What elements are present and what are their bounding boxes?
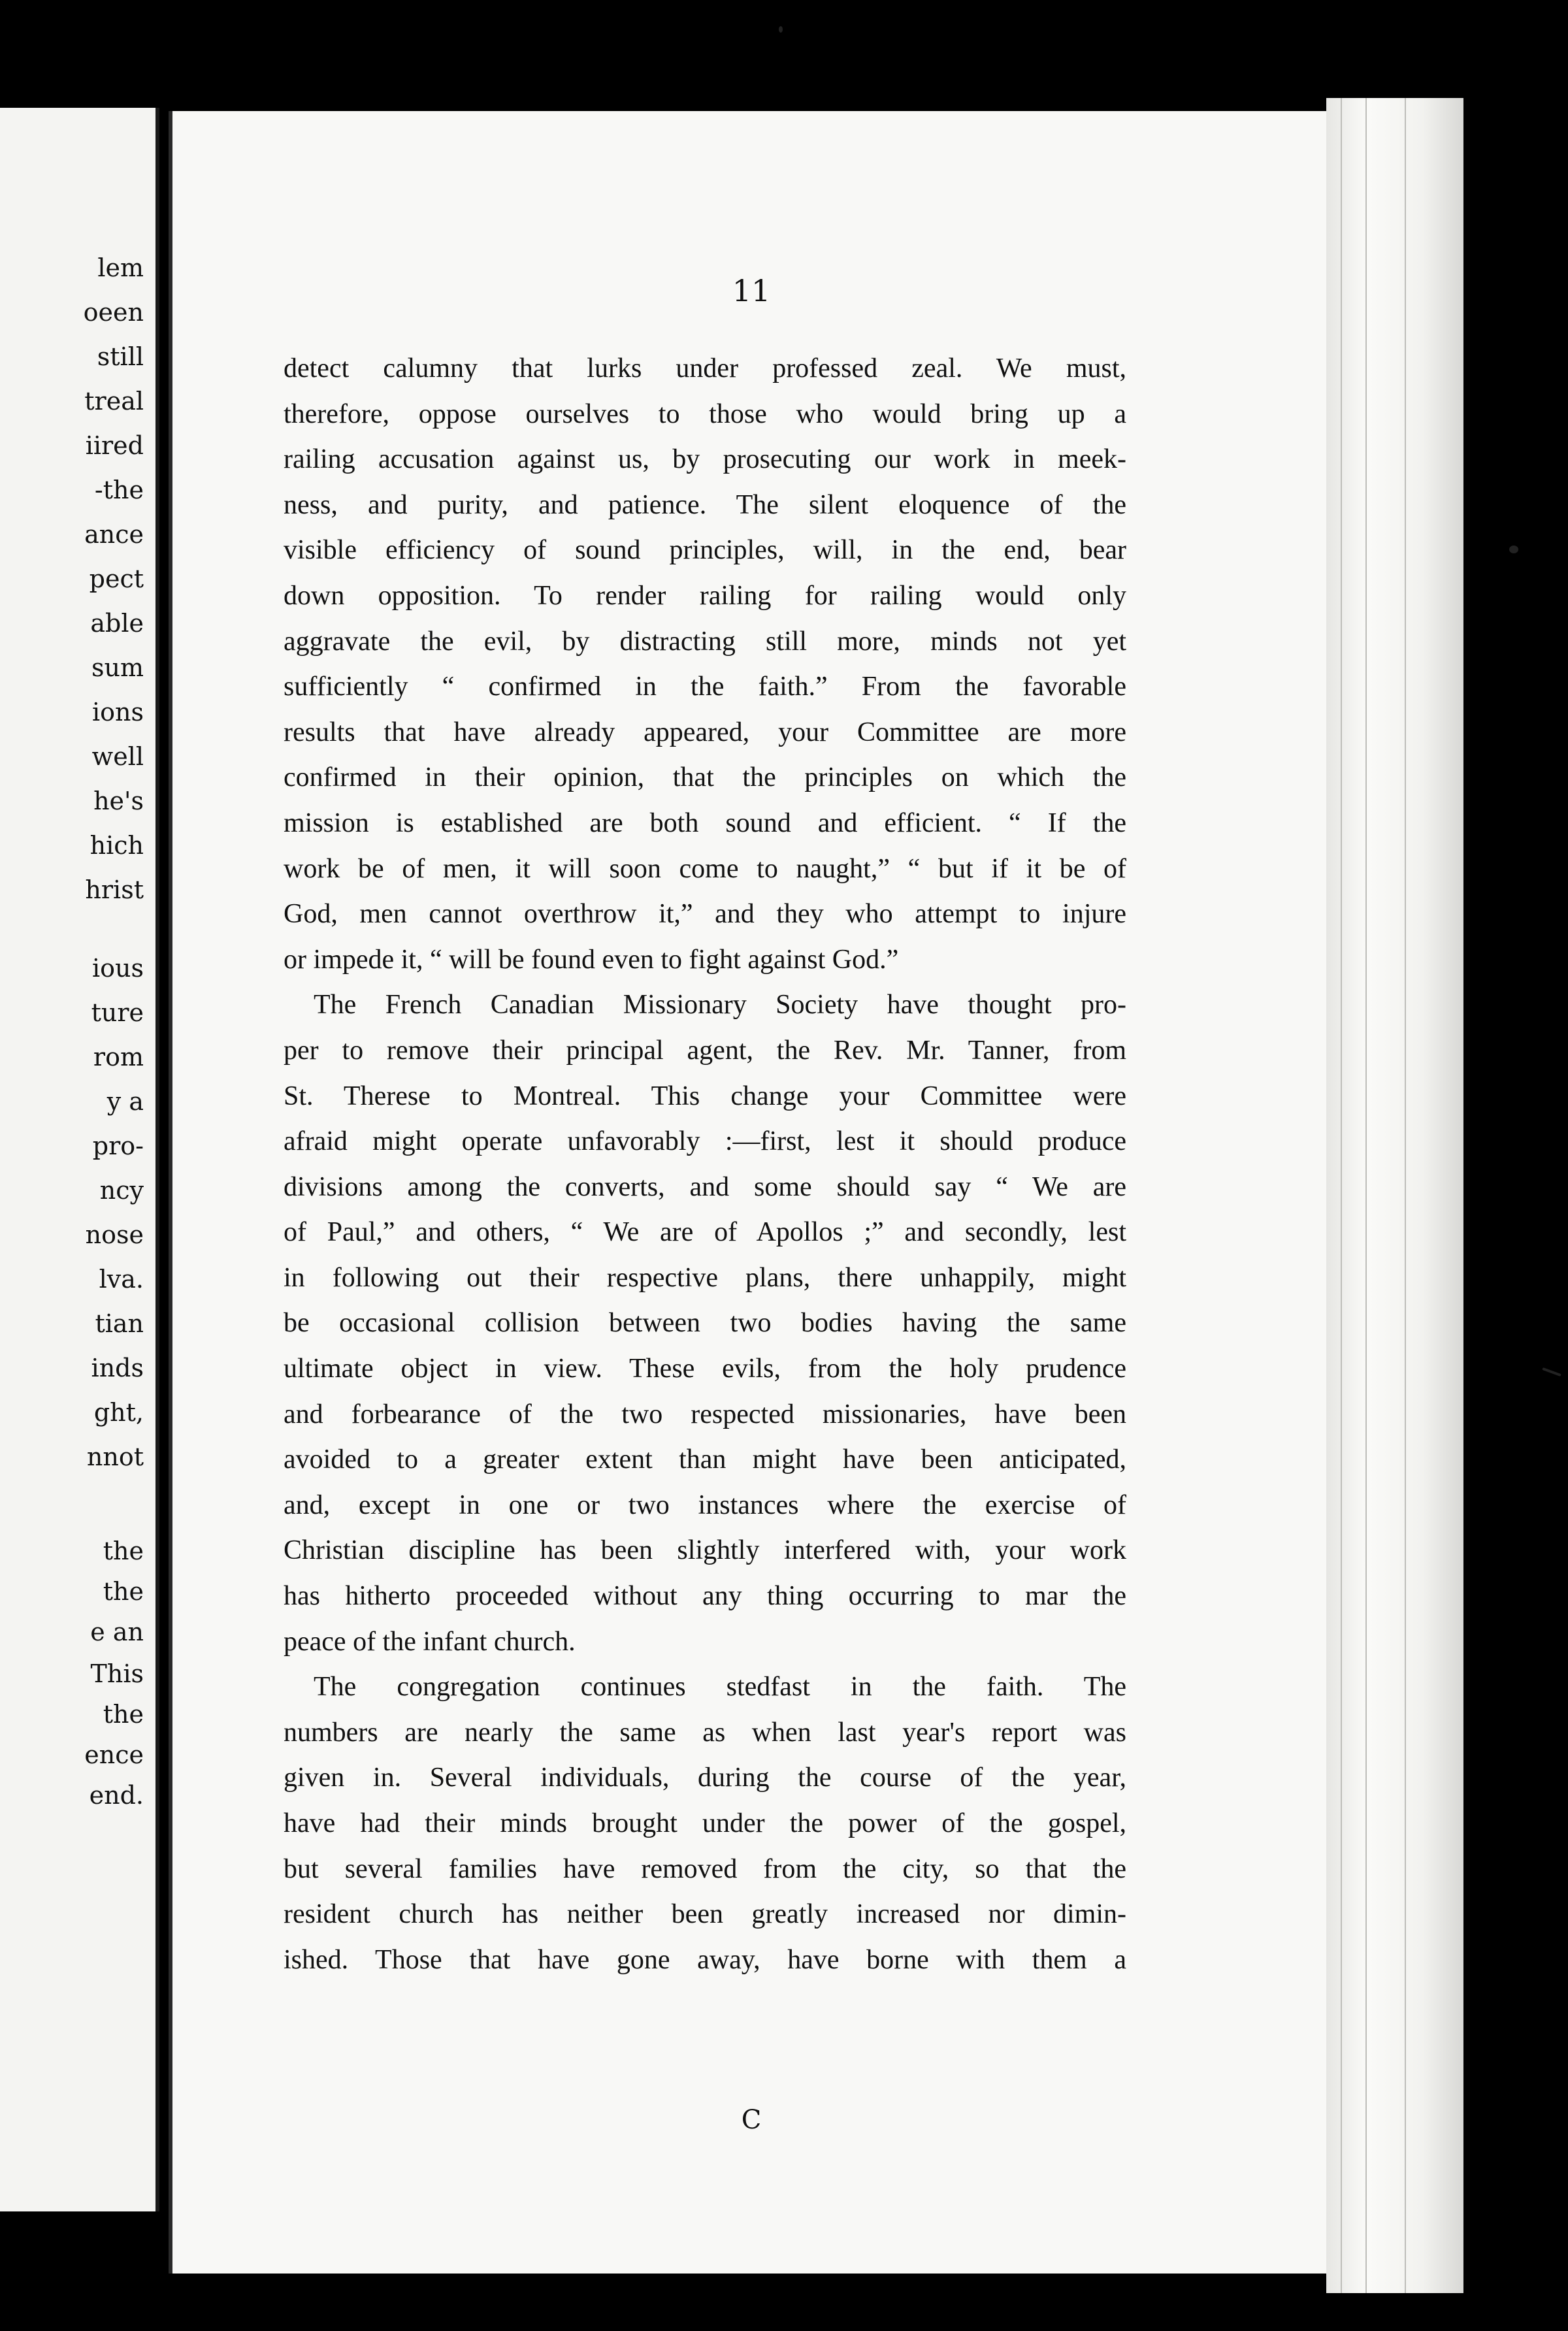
page-edge-stack (1326, 98, 1463, 2293)
text-line: divisions among the converts, and some should say “ We are (284, 1171, 1126, 1202)
text-line: ness, and purity, and patience. The silent eloquence of the (284, 489, 1126, 520)
text-line: aggravate the evil, by distracting still more, minds not yet (284, 626, 1126, 657)
left-page-fragment: ght, (93, 1398, 144, 1427)
left-page-fragment: still (97, 342, 144, 371)
left-page-fragment: well (91, 742, 144, 771)
left-page-fragment: able (90, 609, 144, 638)
left-page-fragment: the (103, 1700, 144, 1729)
left-page-fragment: This (90, 1659, 144, 1688)
left-page-fragment: ncy (99, 1176, 144, 1205)
text-line: given in. Several individuals, during the course of the year, (284, 1763, 1126, 1793)
left-page-fragment: hich (90, 831, 144, 860)
left-page-fragment: iired (85, 431, 144, 460)
left-page-fragment: inds (91, 1354, 144, 1382)
text-line: ultimate object in view. These evils, from the holy prudence (284, 1354, 1126, 1384)
text-line: and, except in one or two instances where the exercise of (284, 1490, 1126, 1520)
scan-speck (779, 26, 783, 33)
body-text (284, 346, 1126, 1983)
left-page-fragment: e an (90, 1618, 144, 1646)
text-line: results that have already appeared, your Committee are more (284, 717, 1126, 747)
scan-speck (1542, 1367, 1561, 1377)
left-page-fragment: -the (94, 476, 144, 504)
left-page-fragment: pro- (92, 1132, 144, 1160)
left-page-fragment: nnot (86, 1443, 144, 1471)
text-line: avoided to a greater extent than might have been anticipated, (284, 1444, 1126, 1475)
text-line: peace of the infant church. (284, 1626, 576, 1657)
left-page-fragment: tian (95, 1309, 144, 1338)
left-page-fragment: lva. (99, 1265, 144, 1294)
text-line: ished. Those that have gone away, have borne with them a (284, 1944, 1126, 1975)
left-page-fragment: sum (91, 653, 144, 682)
left-page-fragment: the (103, 1537, 144, 1565)
page-number: 11 (732, 273, 771, 308)
text-line: God, men cannot overthrow it,” and they who attempt to injure (284, 899, 1126, 930)
text-line: afraid might operate unfavorably :—first, lest it should produce (284, 1126, 1126, 1157)
left-page-fragment: oeen (83, 298, 144, 327)
text-line: down opposition. To render railing for railing would only (284, 580, 1126, 611)
text-line: detect calumny that lurks under professed zeal. We must, (284, 353, 1126, 383)
text-line: Christian discipline has been slightly interfered with, your work (284, 1535, 1126, 1566)
text-line: of Paul,” and others, “ We are of Apollos ;” and secondly, lest (284, 1217, 1126, 1248)
text-line: work be of men, it will soon come to naught,” “ but if it be of (284, 853, 1126, 884)
text-line: sufficiently “ confirmed in the faith.” From the favorable (284, 672, 1126, 702)
text-line: in following out their respective plans, there unhappily, might (284, 1262, 1126, 1293)
left-page-fragment: end. (89, 1781, 144, 1810)
text-line: railing accusation against us, by prosecuting our work in meek- (284, 444, 1126, 475)
text-line: have had their minds brought under the power of the gospel, (284, 1808, 1126, 1838)
text-line: per to remove their principal agent, the Rev. Mr. Tanner, from (284, 1035, 1126, 1066)
text-line: but several families have removed from the city, so that the (284, 1853, 1126, 1884)
left-page-fragment: he's (93, 787, 144, 815)
left-page-fragment: ture (91, 998, 144, 1027)
text-line: The congregation continues stedfast in the faith. The (314, 1672, 1126, 1703)
left-page-fragment: treal (84, 387, 144, 416)
text-line: The French Canadian Missionary Society have thought pro- (314, 990, 1126, 1020)
left-page-fragment: ence (84, 1740, 144, 1769)
text-line: and forbearance of the two respected missionaries, have been (284, 1399, 1126, 1429)
left-page-fragment: pect (89, 564, 144, 593)
text-line: mission is established are both sound and efficient. “ If the (284, 807, 1126, 838)
left-page-fragment: y a (106, 1087, 144, 1116)
text-line: visible efficiency of sound principles, will, in the end, bear (284, 535, 1126, 566)
text-line: or impede it, “ will be found even to fight against God.” (284, 944, 899, 975)
text-line: St. Therese to Montreal. This change your Committee were (284, 1081, 1126, 1111)
text-line: be occasional collision between two bodies having the same (284, 1308, 1126, 1339)
text-line: therefore, oppose ourselves to those who would bring up a (284, 399, 1126, 429)
left-page-fragment: hrist (85, 875, 144, 904)
text-line: numbers are nearly the same as when last year's report was (284, 1717, 1126, 1748)
left-page-fragment: the (103, 1577, 144, 1606)
left-page-fragment: rom (93, 1043, 144, 1071)
left-page-fragment: lem (97, 253, 144, 282)
text-line: confirmed in their opinion, that the principles on which the (284, 762, 1126, 793)
text-line: has hitherto proceeded without any thing occurring to mar the (284, 1581, 1126, 1612)
left-page-fragment: nose (85, 1220, 144, 1249)
left-page-fragment: ious (91, 954, 144, 983)
left-page-fragment: ions (91, 698, 144, 726)
signature-mark: C (741, 2105, 762, 2135)
scan-speck (1509, 546, 1518, 553)
left-page-fragment: ance (84, 520, 144, 549)
text-line: resident church has neither been greatly increased nor dimin- (284, 1899, 1126, 1930)
book-page (169, 111, 1330, 2274)
left-facing-page (0, 108, 159, 2211)
